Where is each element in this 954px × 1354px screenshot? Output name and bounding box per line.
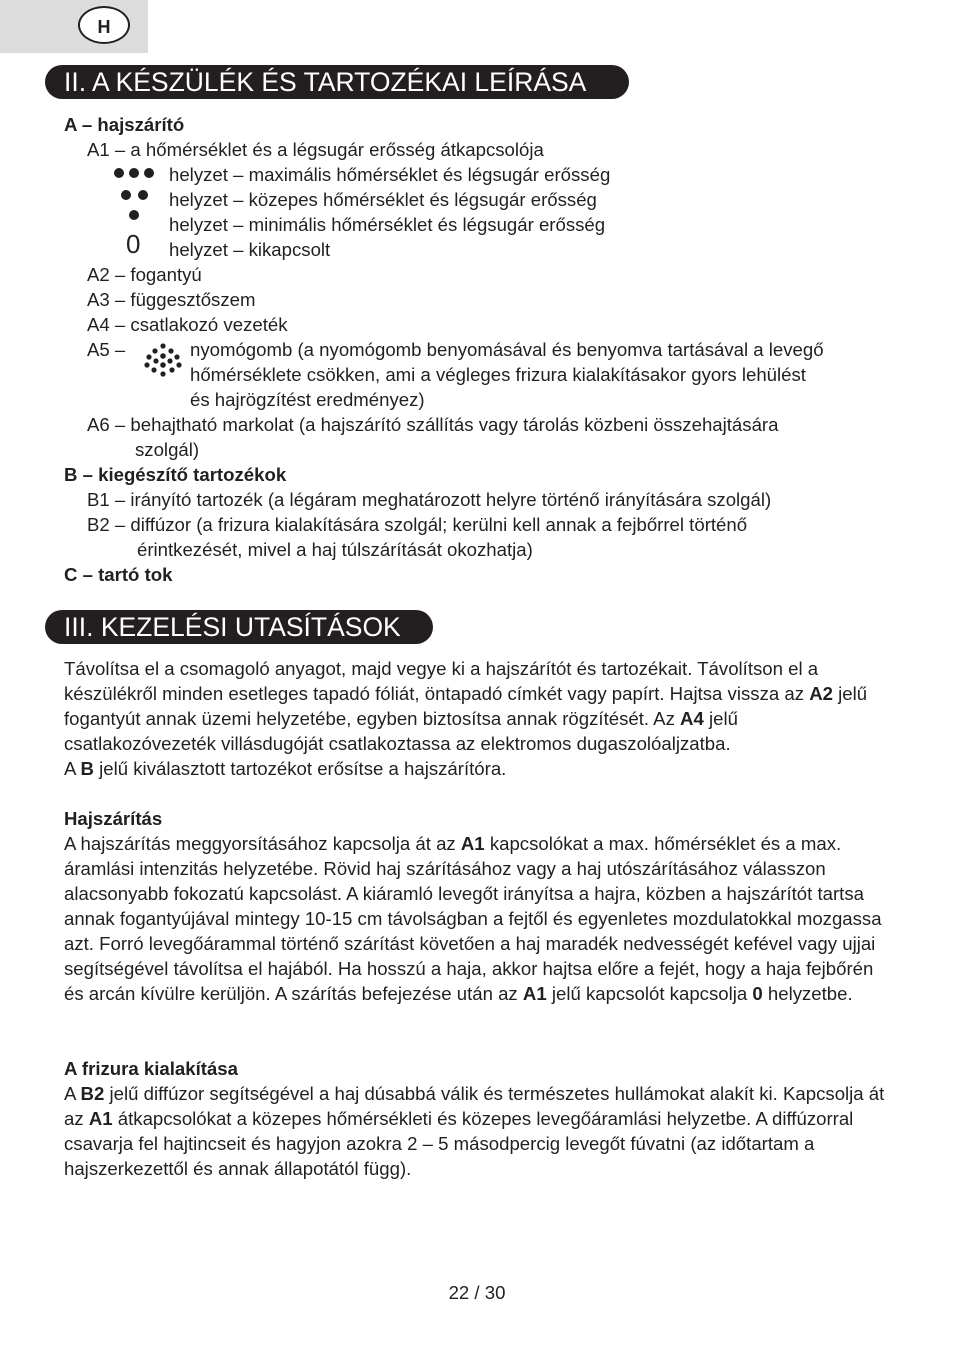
item-a1: A1 – a hőmérséklet és a légsugár erősség átkapcsolója: [87, 139, 544, 160]
drying-paragraph: A hajszárítás meggyorsításához kapcsolja át az A1 kapcsolókat a max. hőmérséklet és a max. áramlási intenzitás helyzetébe. Rövid haj szárításához vagy a haj utószárításához válasszon alacsonyabb fokozatú kapcsolást. A kiáramló levegőt irányítsa a hajra, közben a hajszárítót tartsa annak fogantyújával mintegy 10-15 cm távolságban a fejtől és egyenletes mozdulatokkal mozgassa azt. Forró levegőárammal történő szárítást követően a haj maradék nedvességét kefével vagy ujjai segítségével távolítsa el hajából. Ha hosszú a haja, akkor hajtsa előre a fejét, hogy a haja fejbőrén és arcán kívülre kerüljön. A szárítás befejezése után az A1 jelű kapcsolót kapcsolja 0 helyzetbe.: [64, 833, 882, 1004]
item-b2-line-1: B2 – diffúzor (a frizura kialakítására szolgál; kerülni kell annak a fejbőrrel történő: [87, 514, 748, 535]
a5-text-line-2: hőmérséklete csökken, ami a végleges frizura kialakításakor gyors lehülést: [190, 364, 806, 385]
position-max: helyzet – maximális hőmérséklet és légsugár erősség: [169, 164, 611, 185]
position-min: helyzet – minimális hőmérséklet és légsugár erősség: [169, 214, 606, 235]
item-a6-line-1: A6 – behajtható markolat (a hajszárító szállítás vagy tárolás közbeni összehajtására: [87, 414, 779, 435]
page-number: 22 / 30: [448, 1282, 506, 1303]
a5-text-line-1: nyomógomb (a nyomógomb benyomásával és benyomva tartásával a levegő: [190, 339, 824, 360]
item-a3: A3 – függesztőszem: [87, 289, 256, 310]
a5-text-line-3: és hajrögzítést eredményez): [190, 389, 425, 410]
heading-a-hairdryer: A – hajszárító: [64, 114, 185, 135]
section-iii-header: III. KEZELÉSI UTASÍTÁSOK: [45, 610, 433, 644]
item-b2-line-2: érintkezését, mivel a haj túlszárítását okozhatja): [137, 539, 533, 560]
item-a5-label: A5 –: [87, 339, 126, 360]
language-tab: [0, 0, 148, 53]
item-b1: B1 – irányító tartozék (a légáram meghatározott helyre történő irányítására szolgál): [87, 489, 772, 510]
intro-paragraph: Távolítsa el a csomagoló anyagot, majd vegye ki a hajszárítót és tartozékait. Távolítson el a készülékről minden esetleges tapadó fóliát, öntapadó címkét vagy papírt. Hajtsa vissza az A2 jelű fogantyút annak üzemi helyzetébe, egyben biztosítsa annak rögzítését. Az A4 jelű csatlakozóvezeték villásdugóját csatlakoztassa az elektromos dugaszolóaljzatba. A B jelű kiválasztott tartozékot erősítse a hajszárítóra.: [64, 658, 868, 779]
heading-c-case: C – tartó tok: [64, 564, 173, 585]
position-medium: helyzet – közepes hőmérséklet és légsugár erősség: [169, 189, 597, 210]
zero-symbol: 0: [126, 229, 141, 259]
styling-heading: A frizura kialakítása: [64, 1058, 238, 1079]
item-a6-line-2: szolgál): [135, 439, 200, 460]
item-a4: A4 – csatlakozó vezeték: [87, 314, 288, 335]
styling-paragraph: A B2 jelű diffúzor segítségével a haj dúsabbá válik és természetes hullámokat alakít ki. Kapcsolja át az A1 átkapcsolókat a közepes hőmérsékleti és közepes levegőáramlási helyzetbe. A diffúzorral csavarja fel hajtincseit és hagyjon azokra 2 – 5 másodpercig levegőt fúvatni (az időtartam a hajszerkezettől és annak állapotától függ).: [64, 1083, 885, 1179]
item-a2: A2 – fogantyú: [87, 264, 202, 285]
section-ii-header: II. A KÉSZÜLÉK ÉS TARTOZÉKAI LEÍRÁSA: [45, 65, 629, 99]
position-off: helyzet – kikapcsolt: [169, 239, 331, 260]
drying-heading: Hajszárítás: [64, 808, 163, 829]
language-badge: H: [78, 6, 130, 44]
heading-b-accessories: B – kiegészítő tartozékok: [64, 464, 287, 485]
cool-shot-icon: [143, 343, 183, 377]
